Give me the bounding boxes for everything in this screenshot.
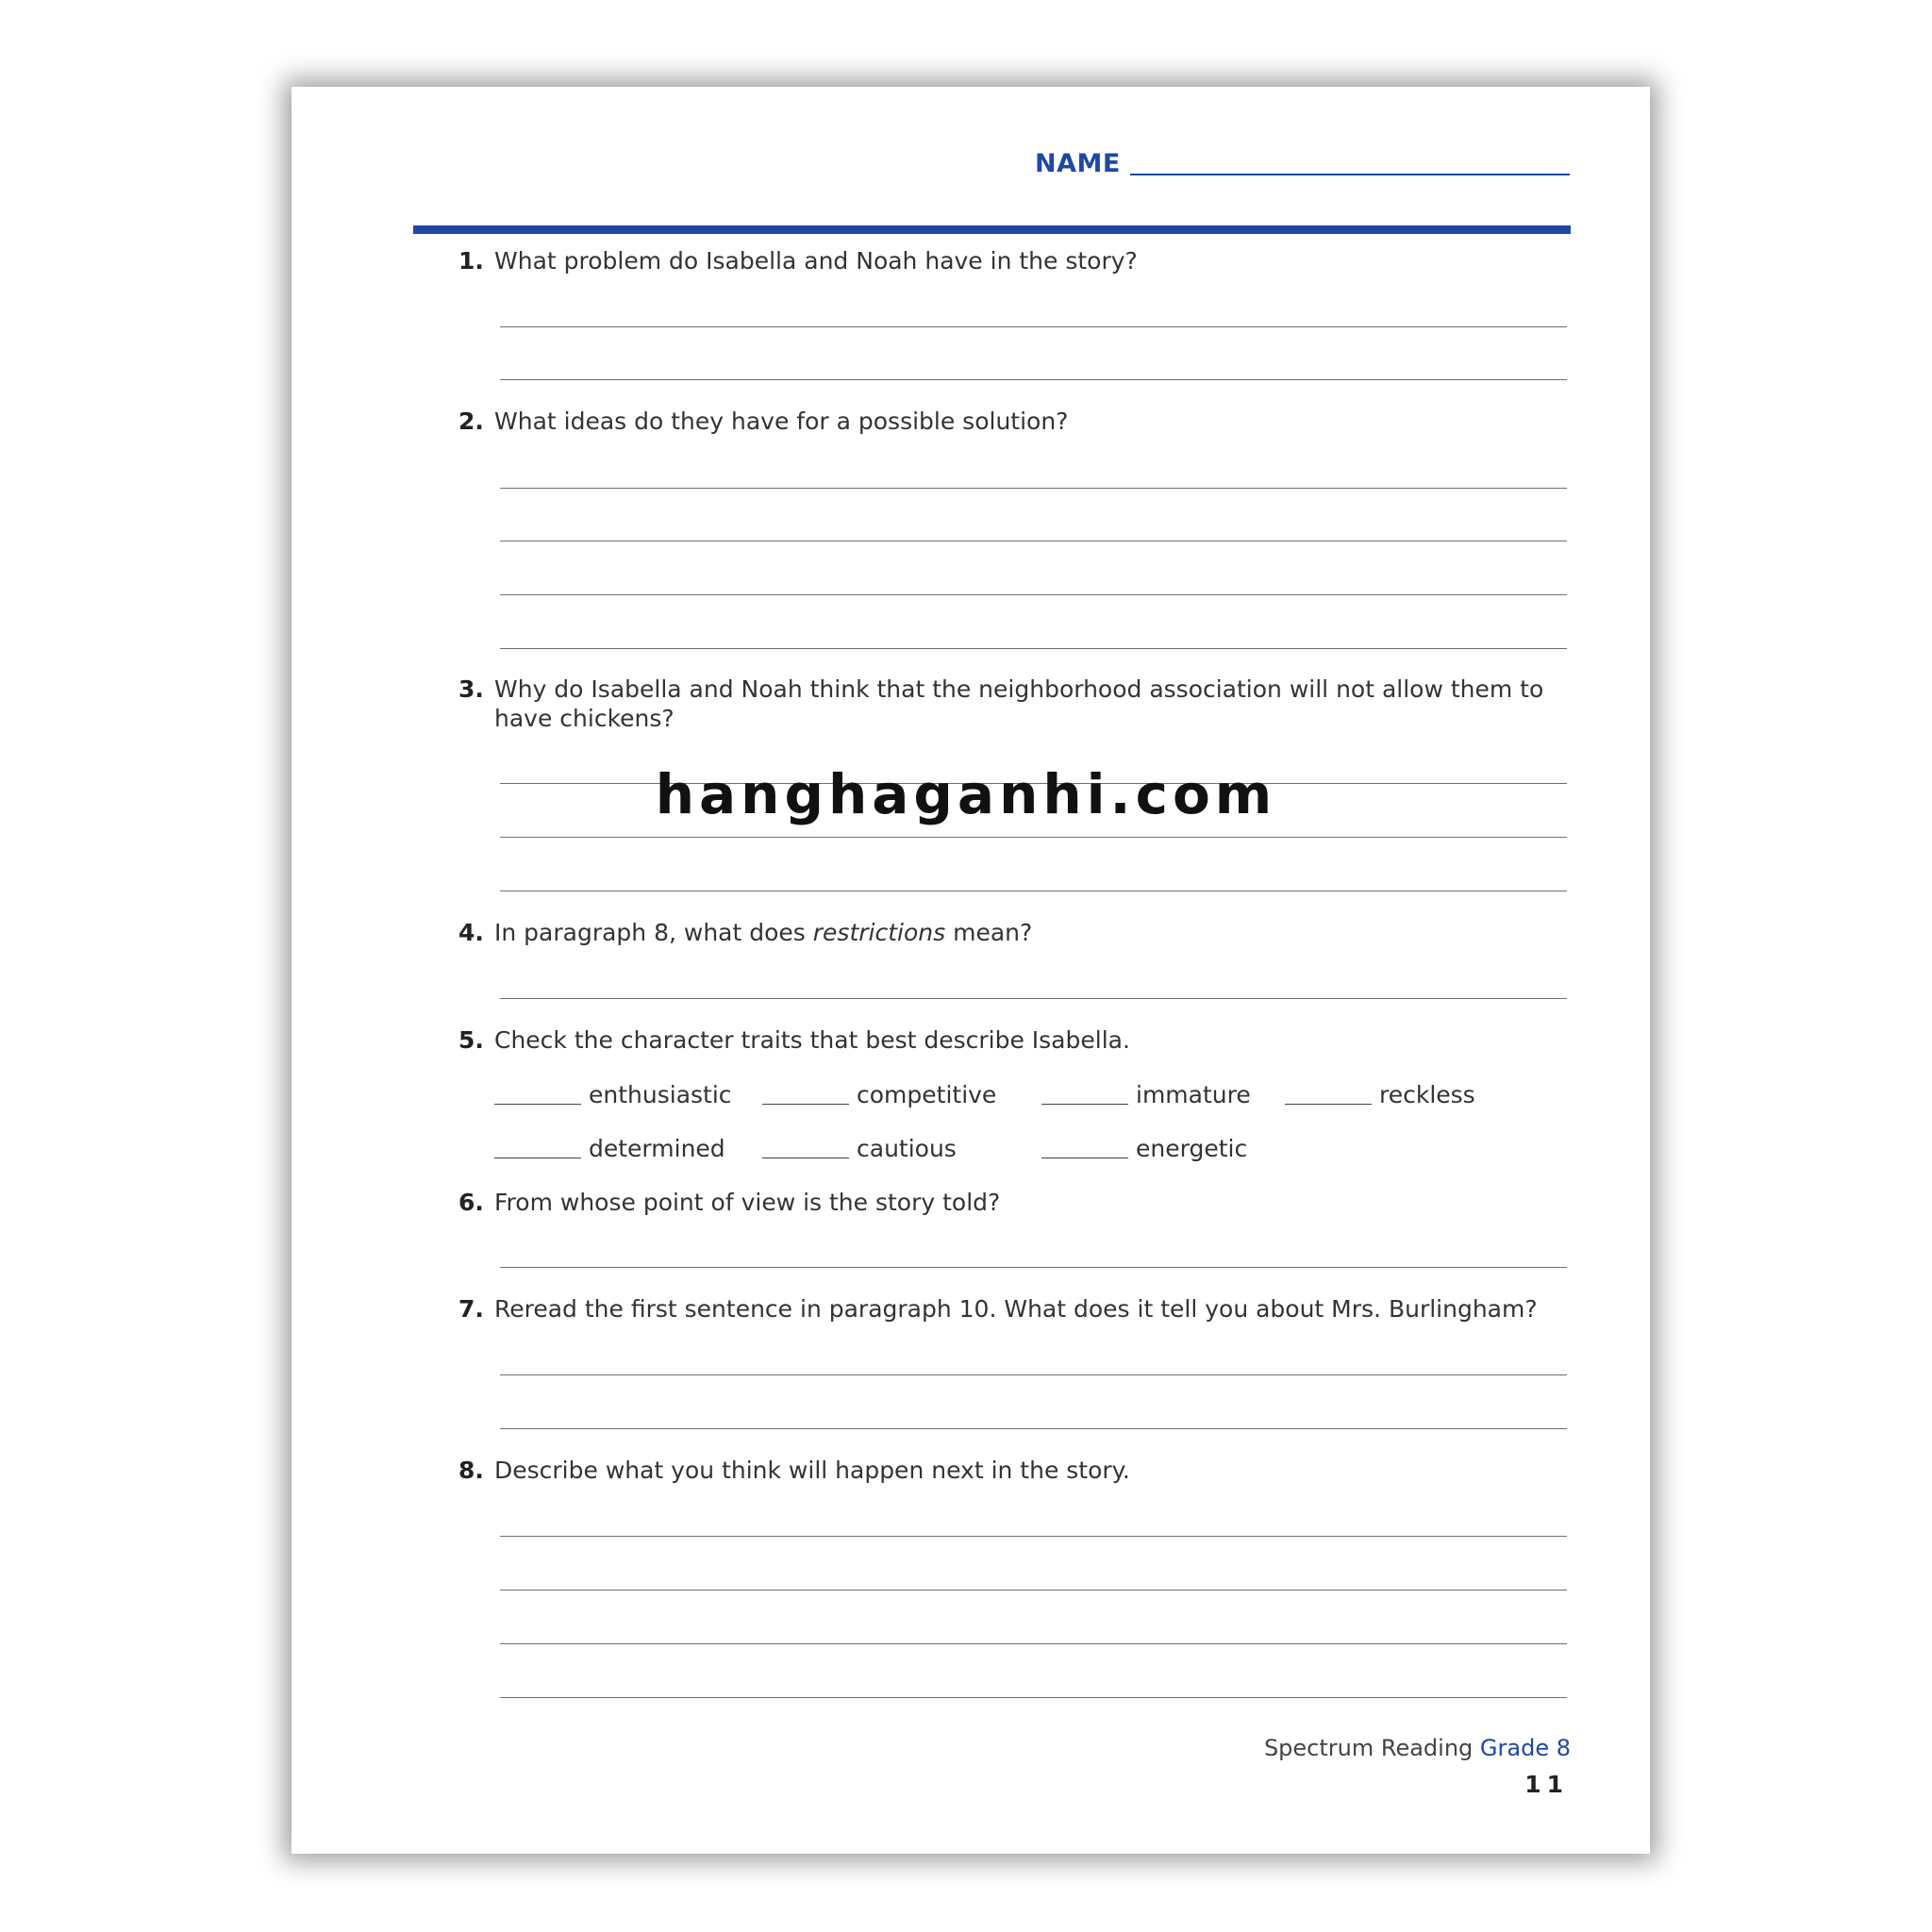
question-1 [458,246,1572,275]
trait-option-reckless[interactable] [1285,1080,1475,1109]
answer-line[interactable] [500,1643,1567,1644]
trait-label: cautious [857,1135,957,1162]
question-number: 7. [458,1295,484,1323]
question-text-after: mean? [945,919,1033,946]
question-5 [458,1025,1572,1055]
answer-line[interactable] [500,379,1567,380]
question-number: 4. [458,919,484,946]
answer-line[interactable] [500,594,1567,595]
checkbox-blank[interactable] [1285,1104,1372,1105]
name-blank-line[interactable] [1130,174,1570,175]
trait-option-competitive[interactable] [762,1080,996,1109]
answer-line[interactable] [500,837,1567,838]
checkbox-blank[interactable] [762,1104,849,1105]
question-number: 2. [458,408,484,435]
question-text: Reread the first sentence in paragraph 10. What does it tell you about Mrs. Burlingham? [494,1295,1538,1323]
trait-label: determined [589,1135,725,1162]
trait-option-cautious[interactable] [762,1134,957,1163]
question-text: Why do Isabella and Noah think that the neighborhood association will not allow them to have chickens? [494,675,1544,732]
answer-line[interactable] [500,1374,1567,1375]
name-label: NAME [1035,149,1121,178]
question-4 [458,918,1572,947]
trait-label: reckless [1379,1081,1475,1108]
question-text-before: In paragraph 8, what does [494,919,813,946]
trait-option-enthusiastic[interactable] [494,1080,732,1109]
series-name: Spectrum Reading [1263,1735,1474,1761]
answer-line[interactable] [500,1267,1567,1268]
answer-line[interactable] [500,1697,1567,1698]
answer-line[interactable] [500,326,1567,327]
question-number: 8. [458,1457,484,1484]
question-text [494,918,1572,947]
page-number: 11 [1524,1771,1569,1798]
question-7 [458,1294,1572,1324]
question-3 [458,675,1572,733]
trait-option-determined[interactable] [494,1134,725,1163]
watermark-text: hanghaganhi.com [655,762,1277,826]
vocabulary-word: restrictions [812,919,946,946]
question-text: What ideas do they have for a possible solution? [494,408,1069,435]
answer-line[interactable] [500,488,1567,489]
question-text: Describe what you think will happen next in the story. [494,1457,1130,1484]
question-number: 6. [458,1189,484,1216]
question-number: 5. [458,1026,484,1054]
question-6 [458,1188,1572,1217]
answer-line[interactable] [500,648,1567,649]
trait-option-energetic[interactable] [1041,1134,1247,1163]
name-field-row [1035,142,1570,179]
answer-line[interactable] [500,998,1567,999]
answer-line[interactable] [500,1536,1567,1537]
question-text: What problem do Isabella and Noah have in the story? [494,247,1138,275]
trait-label: competitive [857,1081,997,1108]
question-number: 1. [458,247,484,275]
question-number: 3. [458,675,484,703]
checkbox-blank[interactable] [494,1104,581,1105]
trait-label: immature [1136,1081,1251,1108]
answer-line[interactable] [500,1590,1567,1591]
footer-series-title [1264,1735,1571,1761]
header-rule [413,225,1571,234]
trait-option-immature[interactable] [1041,1080,1251,1109]
answer-line[interactable] [500,1428,1567,1429]
grade-label: Grade 8 [1479,1735,1571,1761]
question-8 [458,1456,1572,1485]
question-2 [458,407,1572,436]
trait-label: energetic [1136,1135,1248,1162]
question-text: From whose point of view is the story told? [494,1189,1001,1216]
question-text: Check the character traits that best describe Isabella. [494,1026,1130,1054]
checkbox-blank[interactable] [1041,1104,1128,1105]
trait-label: enthusiastic [589,1081,732,1108]
